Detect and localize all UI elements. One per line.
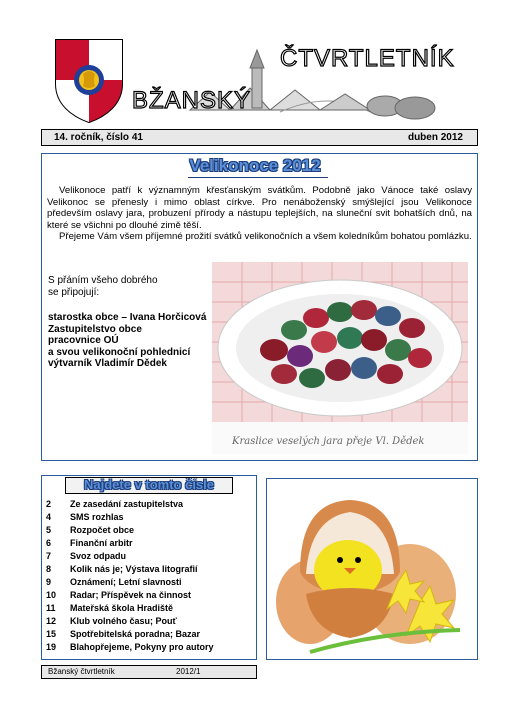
signature-line: Zastupitelstvo obce	[48, 323, 142, 335]
contents-item	[46, 602, 256, 615]
page-footer	[41, 665, 257, 679]
contents-page: 10	[46, 590, 57, 600]
contents-title-text: Oznámení; Letní slavnosti	[70, 577, 182, 587]
contents-title-text: SMS rozhlas	[70, 512, 124, 522]
contents-page: 2	[46, 499, 52, 509]
contents-title-text: Svoz odpadu	[70, 551, 126, 561]
signature-line: a svou velikonoční pohlednicí	[48, 346, 191, 358]
article-title-underline	[188, 177, 328, 178]
greeting	[48, 275, 208, 298]
contents-page: 6	[46, 538, 52, 548]
contents-page: 9	[46, 577, 52, 587]
contents-page: 4	[46, 512, 52, 522]
contents-item	[46, 641, 256, 654]
masthead	[130, 30, 470, 130]
contents-page: 7	[46, 551, 52, 561]
contents-title-text: Rozpočet obce	[70, 525, 135, 535]
signature-line: starostka obce – Ivana Horčicová	[48, 312, 207, 323]
issue-date: duben 2012	[407, 132, 463, 143]
greeting-line: se připojují:	[48, 286, 100, 298]
contents-title-text: Kolik nás je; Výstava litografií	[70, 564, 198, 574]
contents-page: 19	[46, 642, 57, 652]
contents-title-text: Spotřebitelská poradna; Bazar	[70, 629, 201, 639]
masthead-title-word2: ČTVRTLETNÍK	[280, 45, 455, 72]
easter-chick-photo	[270, 482, 474, 656]
contents-title-text: Ze zasedání zastupitelstva	[70, 499, 184, 509]
issue-number: 14. ročník, číslo 41	[54, 132, 143, 143]
contents-item	[46, 550, 256, 563]
contents-item	[46, 511, 256, 524]
contents-page: 15	[46, 629, 57, 639]
signature-line: výtvarník Vladimír Dědek	[48, 358, 167, 370]
contents-item	[46, 524, 256, 537]
contents-item	[46, 589, 256, 602]
eggs-photo-caption: Kraslice veselých jara přeje Vl. Dědek	[232, 436, 425, 447]
contents-list	[46, 498, 256, 654]
contents-page: 12	[46, 616, 57, 626]
footer-issue: 2012/1	[176, 667, 201, 676]
contents-page: 8	[46, 564, 52, 574]
contents-page: 5	[46, 525, 52, 535]
issue-bar	[41, 129, 478, 146]
contents-item	[46, 498, 256, 511]
article-body	[47, 185, 472, 243]
contents-item	[46, 576, 256, 589]
contents-title-text: Klub volného času; Pouť	[70, 616, 177, 626]
contents-title-text: Blahopřejeme, Pokyny pro autory	[70, 642, 214, 652]
contents-title-text: Finanční arbitr	[70, 538, 133, 548]
contents-item	[46, 628, 256, 641]
contents-item	[46, 537, 256, 550]
article-paragraph: Přejeme Vám všem příjemné prožití svátků velikonočních a všem koledníkům bohatou pomlázku.	[59, 231, 472, 243]
contents-title-text: Radar; Příspěvek na činnost	[70, 590, 192, 600]
masthead-title-word1: BŽANSKÝ	[132, 87, 252, 114]
contents-item	[46, 563, 256, 576]
municipal-crest-logo	[54, 38, 124, 124]
signature-line: pracovnice OÚ	[48, 335, 119, 347]
easter-eggs-photo	[212, 262, 468, 454]
footer-name: Bžanský čtvrtletník	[48, 667, 115, 676]
signatures	[48, 312, 218, 370]
article-title: Velikonoce 2012	[189, 156, 321, 175]
contents-item	[46, 615, 256, 628]
contents-title-text: Mateřská škola Hradiště	[70, 603, 174, 613]
article-paragraph: Velikonoce patří k významným křesťanským svátkům. Podobně jako Vánoce také oslavy Velikonoc se přenesly i mimo oblast církve. Pro nenáboženský smýšlející jsou Velikonoce především oslavy jara, probuzení přírody a nástupu teplejších, na sluneční svit bohatších dnů, na které se všichni po dlouhé zimě těší.	[47, 185, 472, 231]
contents-title: Najdete v tomto čísle	[83, 477, 215, 492]
greeting-line: S přáním všeho dobrého	[48, 275, 158, 286]
contents-page: 11	[46, 603, 56, 613]
